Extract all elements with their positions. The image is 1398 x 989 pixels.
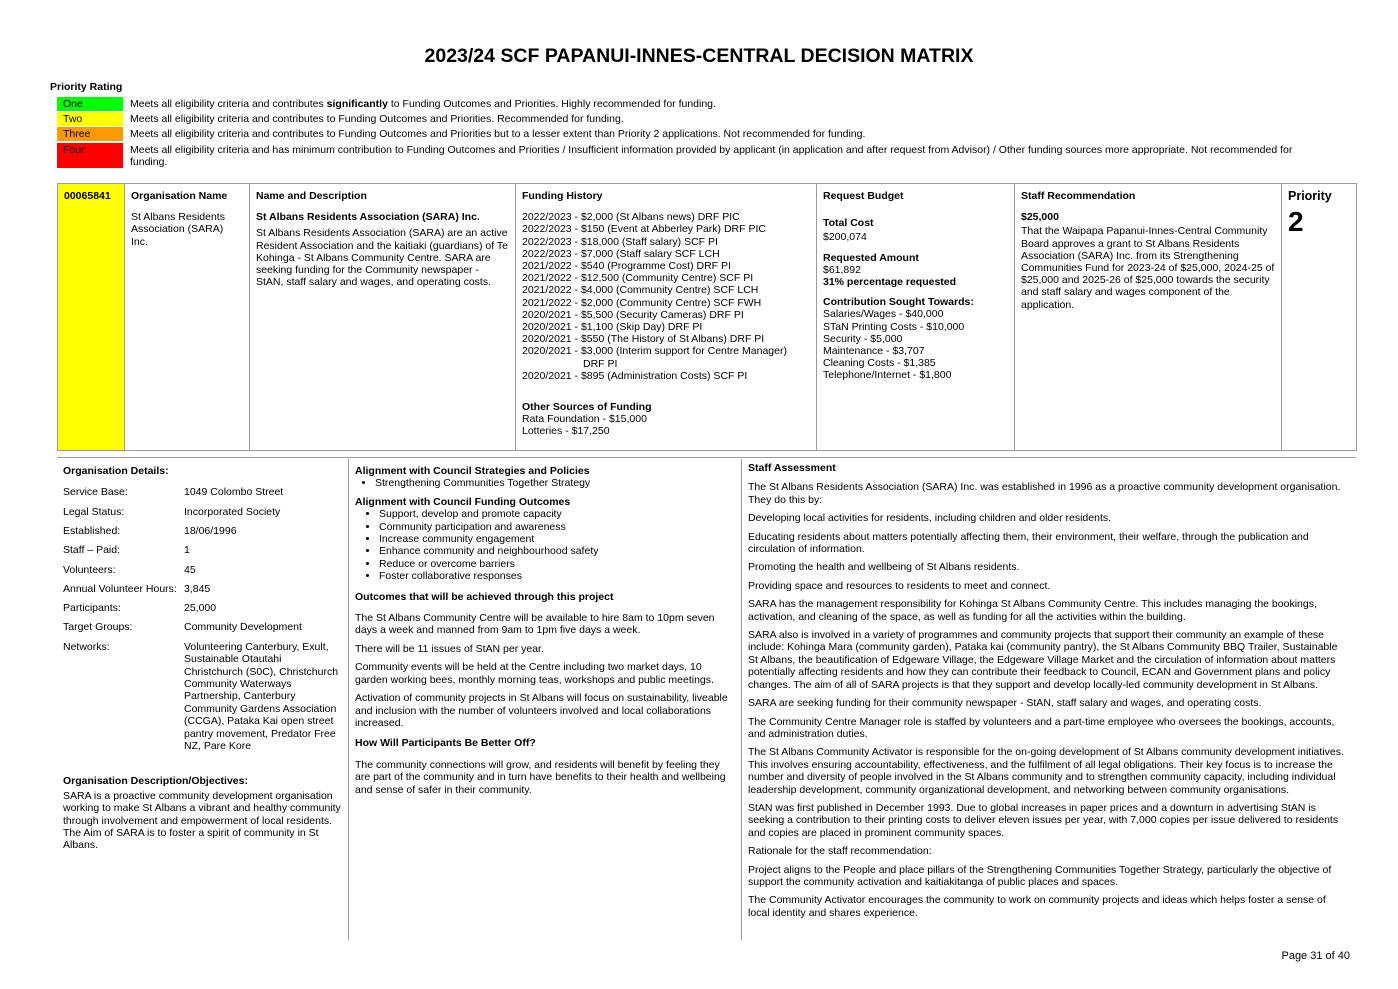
funding-history-item: 2021/2022 - $2,000 (Community Centre) SCF FWH — [522, 296, 762, 309]
contribution-item: Security - $5,000 — [823, 332, 903, 345]
funding-history-item: 2022/2023 - $2,000 (St Albans news) DRF PIC — [522, 211, 740, 224]
org-detail-row: Legal Status: Incorporated Society — [63, 505, 281, 518]
org-detail-row: Staff – Paid: 1 — [63, 544, 190, 557]
funding-history-item: 2020/2021 - $1,100 (Skip Day) DRF PI — [522, 321, 703, 334]
org-description: SARA is a proactive community development organisation working to make St Albans a vibrant and healthy community through involvement and empowerment of local residents. The Aim of SARA is to foster a spirit of community in St Albans. — [63, 789, 341, 852]
name-description-cell — [250, 184, 516, 451]
org-detail-row: Participants: 25,000 — [63, 602, 217, 615]
funding-history-cell — [516, 184, 817, 451]
org-description-heading: Organisation Description/Objectives: — [63, 775, 248, 788]
organisation-details — [63, 465, 343, 852]
percentage-requested: 31% percentage requested — [823, 276, 957, 289]
funding-history-item: DRF PI — [583, 357, 618, 370]
funding-history-item: 2021/2022 - $540 (Programme Cost) DRF PI — [522, 260, 731, 273]
project-description: St Albans Residents Association (SARA) are an active Resident Association and the kaitiaki (guardians) of Te Kohinga - St Albans Community Centre. SARA are seeking funding for the Community newspaper - StAN, staff salary and wages, and operating costs. — [256, 227, 508, 289]
contribution-item: Salaries/Wages - $40,000 — [823, 308, 944, 321]
strategies-list — [355, 477, 733, 489]
funding-outcome-item: • Foster collaborative responses — [379, 570, 733, 582]
page-number: Page 31 of 40 — [1281, 950, 1350, 962]
assessment-paragraph: SARA has the management responsibility for Kohinga St Albans Community Centre. This includes managing the bookings, activation, and cleaning of the space, as well as funding for all the activities within the building. — [748, 598, 1317, 623]
priority-desc-one: Meets all eligibility criteria and contributes significantly to Funding Outcomes and Priorities. Highly recommended for funding. — [130, 98, 716, 110]
project-name: St Albans Residents Association (SARA) Inc. — [256, 211, 480, 224]
request-budget-cell — [817, 184, 1015, 451]
priority-cell — [1282, 184, 1357, 451]
assessment-paragraph: Educating residents about matters potentially affecting them, their environment, their welfare, through the publication and circulation of information. — [748, 530, 1309, 556]
priority-swatch-four: Four — [57, 143, 123, 168]
other-source-item: Lotteries - $17,250 — [522, 425, 610, 438]
priority-swatch-two: Two — [57, 112, 123, 126]
funding-history-item: 2020/2021 - $5,500 (Security Cameras) DRF PI — [522, 308, 744, 321]
name-description-heading: Name and Description — [256, 190, 367, 202]
assessment-paragraph: The Community Activator encourages the community to work on community projects and ideas which helps foster a sense of local identity and shares experience. — [748, 894, 1326, 919]
org-detail-row: Annual Volunteer Hours: 3,845 — [63, 582, 211, 595]
section-divider — [57, 457, 1356, 458]
achieved-outcomes-heading: Outcomes that will be achieved through this project — [355, 590, 614, 603]
staff-recommendation-amount: $25,000 — [1021, 211, 1059, 224]
org-name: St Albans Residents Association (SARA) Inc. — [131, 211, 225, 248]
funding-history-item: 2021/2022 - $12,500 (Community Centre) SCF PI — [522, 272, 754, 285]
alignment-section — [355, 465, 733, 802]
achieved-outcome: The St Albans Community Centre will be available to hire 8am to 10pm seven days a week and manned from 9am to 1pm five days a week. — [355, 612, 715, 637]
staff-recommendation-text: That the Waipapa Papanui-Innes-Central Community Board approves a grant to St Albans Residents Association (SARA) Inc. from its Strengthening Communities Fund for 2023-24 of $25,000, 2024-25 of $25,000 and 2025-26 of $25,000 towards the security and staff salary and wages component of the application. — [1021, 225, 1275, 311]
priority-desc-two: Meets all eligibility criteria and contributes to Funding Outcomes and Priorities. Recommended for funding. — [130, 113, 624, 125]
funding-history-item: 2022/2023 - $7,000 (Staff salary SCF LCH — [522, 247, 720, 260]
funding-outcome-item: • Enhance community and neighbourhood safety — [379, 545, 733, 557]
org-detail-row: Networks: Volunteering Canterbury, Exult, Sustainable Otautahi Christchurch (S0C), Christchurch Community Waterways Partnership, Canterbury Community Gardens Association (CCGA), Pataka Kai open street pantry movement, Predator Free NZ, Pare Kore — [63, 640, 339, 753]
assessment-paragraph: Promoting the health and wellbeing of St Albans residents. — [748, 561, 1020, 574]
priority-desc-four: Meets all eligibility criteria and has minimum contribution to Funding Outcomes and Priorities / Insufficient information provided by applicant (in application and after request from Advisor) / Other funding sources more appropriate. Not recommended for funding. — [130, 144, 1293, 169]
priority-heading: Priority — [1288, 189, 1332, 203]
funding-history-item: 2020/2021 - $3,000 (Interim support for Centre Manager) — [522, 345, 787, 358]
requested-amount-value: $61,892 — [823, 263, 861, 276]
funding-outcome-item: • Reduce or overcome barriers — [379, 558, 733, 570]
application-id: 00065841 — [58, 184, 125, 451]
better-off-heading: How Will Participants Be Better Off? — [355, 737, 536, 750]
other-sources-heading: Other Sources of Funding — [522, 401, 652, 414]
achieved-outcome: Activation of community projects in St Albans will focus on sustainability, liveable and inclusion with the number of volunteers involved and local collaborations increased. — [355, 692, 728, 729]
priority-value: 2 — [1288, 206, 1304, 238]
funding-history-item: 2021/2022 - $4,000 (Community Centre) SCF LCH — [522, 284, 759, 297]
funding-outcome-item: • Support, develop and promote capacity — [379, 508, 733, 520]
column-divider — [348, 459, 349, 940]
org-detail-row: Volunteers: 45 — [63, 563, 196, 576]
org-detail-row: Service Base: 1049 Colombo Street — [63, 486, 284, 499]
priority-desc-three: Meets all eligibility criteria and contributes to Funding Outcomes and Priorities but to a lesser extent than Priority 2 applications. Not recommended for funding. — [130, 128, 866, 140]
contribution-item: Maintenance - $3,707 — [823, 345, 925, 358]
org-name-heading: Organisation Name — [131, 190, 228, 202]
achieved-outcome: There will be 11 issues of StAN per year. — [355, 642, 544, 655]
assessment-paragraph: The St Albans Community Activator is responsible for the on-going development of St Albans community development initiatives. This involves ensuring accountability, effectiveness, and the fulfilment of all legal obligations. Their key focus is to increase the number and diversity of people involved in the St Albans community and to strengthen community capacity, including individual leadership development, community organizational development, and networking between community organisations. — [748, 746, 1344, 796]
funding-outcome-item: • Increase community engagement — [379, 533, 733, 545]
staff-recommendation-heading: Staff Recommendation — [1021, 190, 1136, 202]
application-summary-table — [57, 183, 1357, 451]
requested-amount-label: Requested Amount — [823, 251, 919, 264]
funding-outcome-item: • Community participation and awareness — [379, 521, 733, 533]
contribution-item: Telephone/Internet - $1,800 — [823, 369, 952, 382]
priority-swatch-three: Three — [57, 127, 123, 141]
funding-history-item: 2020/2021 - $895 (Administration Costs) SCF PI — [522, 369, 748, 382]
assessment-paragraph: The St Albans Residents Association (SARA) Inc. was established in 1996 as a proactive community development organisation. They do this by: — [748, 481, 1341, 506]
assessment-paragraph: Rationale for the staff recommendation: — [748, 845, 932, 858]
org-name-cell — [125, 184, 250, 451]
strategy-item: • Strengthening Communities Together Strategy — [375, 477, 733, 489]
funding-outcomes-list — [355, 508, 733, 582]
funding-outcomes-heading: Alignment with Council Funding Outcomes — [355, 495, 571, 508]
priority-rating-heading: Priority Rating — [50, 81, 123, 93]
funding-history-item: 2022/2023 - $150 (Event at Abberley Park) DRF PIC — [522, 223, 766, 236]
org-detail-row: Target Groups: Community Development — [63, 621, 302, 634]
contribution-heading: Contribution Sought Towards: — [823, 296, 974, 309]
assessment-paragraph: The Community Centre Manager role is staffed by volunteers and a part-time employee who oversees the bookings, accounts, and administration duties. — [748, 715, 1335, 740]
contribution-item: Cleaning Costs - $1,385 — [823, 357, 936, 370]
column-divider — [741, 459, 742, 940]
better-off-text: The community connections will grow, and residents will benefit by feeling they are part of the community and in turn have benefits to their health and wellbeing and sense of safer in their community. — [355, 758, 726, 796]
assessment-paragraph: StAN was first published in December 1993. Due to global increases in paper prices and a downturn in advertising StAN is seeking a contribution to their printing costs to deliver eleven issues per year, with 7,000 copies per issue delivered to residents and copies are placed in prominent community spaces. — [748, 801, 1339, 839]
assessment-paragraph: Project aligns to the People and place pillars of the Strengthening Communities Together Strategy, particularly the objective of support the community activation and kaitiakitanga of public places and spaces. — [748, 863, 1332, 888]
request-budget-heading: Request Budget — [823, 190, 904, 202]
assessment-paragraph: Developing local activities for residents, including children and older residents. — [748, 512, 1112, 525]
staff-recommendation-cell — [1015, 184, 1282, 451]
assessment-paragraph: SARA also is involved in a variety of programmes and community projects that support their community an example of these include: Kohinga Mara (community garden), Pataka kai (community pantry), the St Albans Community BBQ Trailer, Sustainable St Albans, the beautification of Edgeware Village, the Edgeware Village Market and the circulation of information about matters potentially affecting residents and how they can contribute their feedback to Council, ECAN and Government plans and policy changes. The aim of all of SARA projects is that they support and develop locally-led community development in St Albans. — [748, 629, 1338, 691]
strategies-heading: Alignment with Council Strategies and Policies — [355, 465, 590, 477]
org-details-heading: Organisation Details: — [63, 465, 169, 477]
total-cost-label: Total Cost — [823, 217, 874, 230]
total-cost-value: $200,074 — [823, 231, 867, 244]
org-detail-row: Established: 18/06/1996 — [63, 525, 237, 537]
assessment-paragraph: Providing space and resources to residents to meet and connect. — [748, 579, 1051, 592]
page-title: 2023/24 SCF PAPANUI-INNES-CENTRAL DECISION MATRIX — [424, 45, 974, 67]
staff-assessment-heading: Staff Assessment — [748, 462, 836, 474]
funding-history-item: 2022/2023 - $18,000 (Staff salary) SCF PI — [522, 235, 718, 248]
staff-assessment — [748, 462, 1350, 925]
priority-swatch-one: One — [57, 97, 123, 111]
other-source-item: Rata Foundation - $15,000 — [522, 413, 647, 426]
assessment-paragraph: SARA are seeking funding for their community newspaper - StAN, staff salary and wages, and operating costs. — [748, 697, 1262, 710]
funding-history-item: 2020/2021 - $550 (The History of St Albans) DRF PI — [522, 333, 765, 346]
achieved-outcome: Community events will be held at the Centre including two market days, 10 garden working bees, monthly morning teas, workshops and public meetings. — [355, 661, 714, 686]
funding-history-heading: Funding History — [522, 190, 603, 202]
funding-history-list — [522, 211, 810, 382]
contribution-item: STaN Printing Costs - $10,000 — [823, 320, 965, 333]
